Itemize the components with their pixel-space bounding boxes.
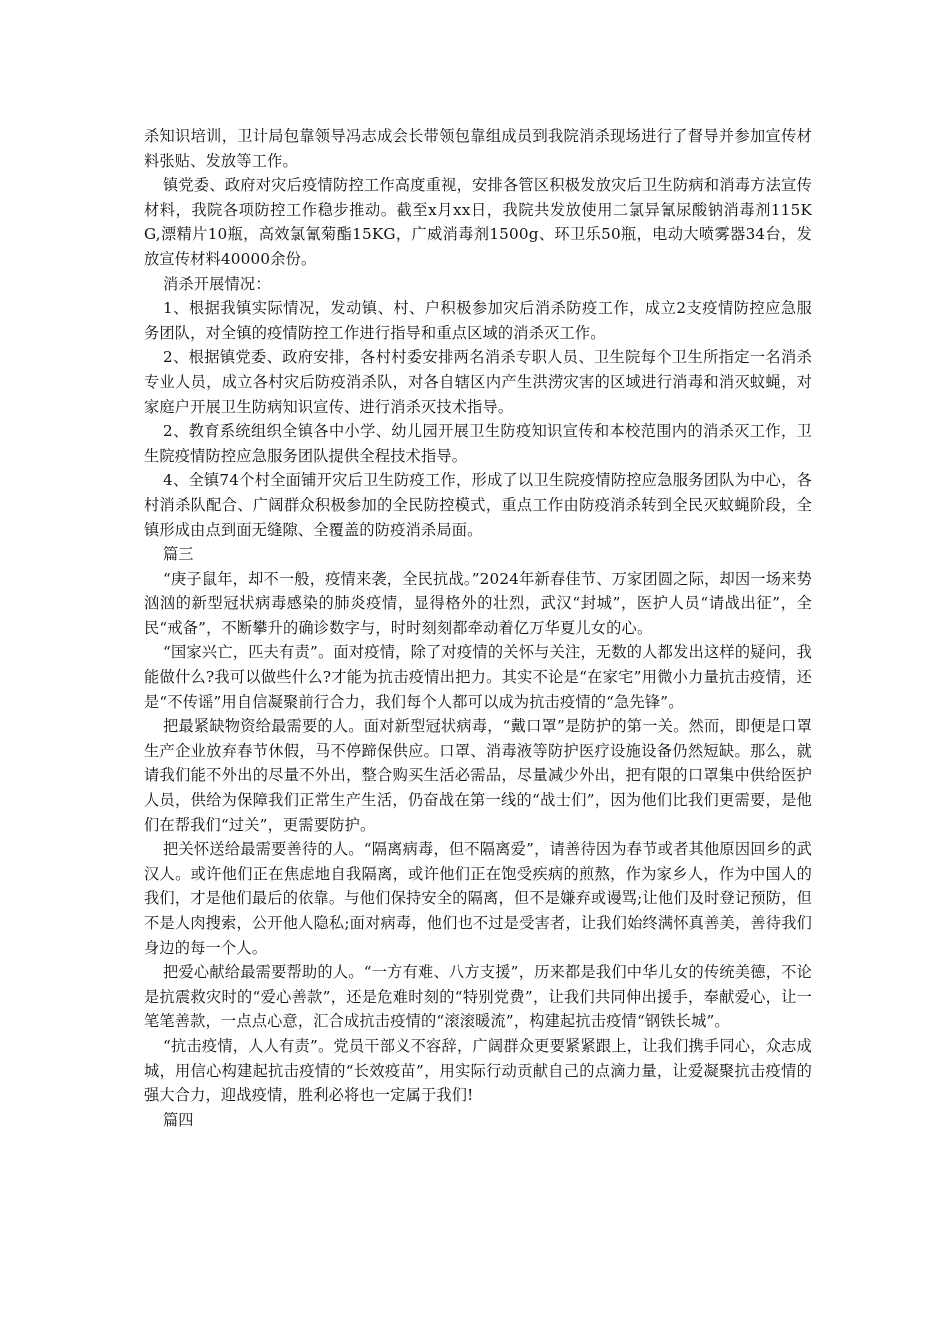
- section-label: 消杀开展情况：: [163, 274, 271, 293]
- section-heading: 篇三: [163, 545, 194, 564]
- paragraph: 镇党委、政府对灾后疫情防控工作高度重视，安排各管区积极发放灾后卫生防病和消毒方法宣传材料，我院各项防控工作稳步推动。截至x月xx日，我院共发放使用二氯异氰尿酸钠消毒剂115KG,漂精片10瓶，高效氯氰菊酯15KG，广威消毒剂1500g、环卫乐50瓶，电动大喷雾器34台，发放宣传材料40000余份。: [144, 176, 812, 268]
- paragraph: 杀知识培训，卫计局包靠领导冯志成会长带领包靠组成员到我院消杀现场进行了督导并参加宣传材料张贴、发放等工作。: [144, 127, 812, 170]
- paragraph: 把最紧缺物资给最需要的人。面对新型冠状病毒，“戴口罩”是防护的第一关。然而，即便是口罩生产企业放弃春节休假，马不停蹄保供应。口罩、消毒液等防护医疗设施设备仍然短缺。那么，就请我们能不外出的尽量不外出，整合购买生活必需品，尽量减少外出，把有限的口罩集中供给医护人员，供给为保障我们正常生产生活，仍奋战在第一线的“战士们”，因为他们比我们更需要，是他们在帮我们“过关”，更需要防护。: [144, 717, 812, 834]
- list-item: 1、根据我镇实际情况，发动镇、村、户积极参加灾后消杀防疫工作，成立2支疫情防控应急服务团队，对全镇的疫情防控工作进行指导和重点区域的消杀灭工作。: [144, 299, 812, 342]
- paragraph: “庚子鼠年，却不一般，疫情来袭，全民抗战。”2024年新春佳节、万家团圆之际，却因一场来势汹汹的新型冠状病毒感染的肺炎疫情，显得格外的壮烈，武汉“封城”，医护人员“请战出征”，全民“戒备”，不断攀升的确诊数字与，时时刻刻都牵动着亿万华夏儿女的心。: [144, 569, 812, 637]
- paragraph: 把爱心献给最需要帮助的人。“一方有难、八方支援”，历来都是我们中华儿女的传统美德，不论是抗震救灾时的“爱心善款”，还是危难时刻的“特别党费”，让我们共同伸出援手，奉献爱心，让一笔笔善款，一点点心意，汇合成抗击疫情的“滚滚暖流”，构建起抗击疫情“钢铁长城”。: [144, 963, 812, 1031]
- paragraph: “国家兴亡，匹夫有责”。面对疫情，除了对疫情的关怀与关注，无数的人都发出这样的疑问，我能做什么?我可以做些什么?才能为抗击疫情出把力。其实不论是“在家宅”用微小力量抗击疫情，还是“不传谣”用自信凝聚前行合力，我们每个人都可以成为抗击疫情的“急先锋”。: [144, 643, 812, 711]
- list-item: 4、全镇74个村全面铺开灾后卫生防疫工作，形成了以卫生院疫情防控应急服务团队为中心，各村消杀队配合、广阔群众积极参加的全民防控模式，重点工作由防疫消杀转到全民灭蚊蝇阶段，全镇形成由点到面无缝隙、全覆盖的防疫消杀局面。: [144, 471, 812, 539]
- section-heading: 篇四: [163, 1110, 194, 1129]
- list-item: 2、教育系统组织全镇各中小学、幼儿园开展卫生防疫知识宣传和本校范围内的消杀灭工作，卫生院疫情防控应急服务团队提供全程技术指导。: [144, 422, 812, 465]
- document-page: [144, 124, 812, 1132]
- paragraph: “抗击疫情，人人有责”。党员干部义不容辞，广阔群众更要紧紧跟上，让我们携手同心，众志成城，用信心构建起抗击疫情的“长效疫苗”，用实际行动贡献自己的点滴力量，让爱凝聚抗击疫情的强大合力，迎战疫情，胜利必将也一定属于我们!: [144, 1036, 812, 1105]
- paragraph: 把关怀送给最需要善待的人。“隔离病毒，但不隔离爱”，请善待因为春节或者其他原因回乡的武汉人。或许他们正在焦虑地自我隔离，或许他们正在饱受疾病的煎熬，作为家乡人，作为中国人的我们，才是他们最后的依靠。与他们保持安全的隔离，但不是嫌弃或谩骂;让他们及时登记预防，但不是人肉搜索，公开他人隐私;面对病毒，他们也不过是受害者，让我们始终满怀真善美，善待我们身边的每一个人。: [144, 840, 812, 957]
- list-item: 2、根据镇党委、政府安排，各村村委安排两名消杀专职人员、卫生院每个卫生所指定一名消杀专业人员，成立各村灾后防疫消杀队，对各自辖区内产生洪涝灾害的区域进行消毒和消灭蚊蝇，对家庭户开展卫生防病知识宣传、进行消杀灭技术指导。: [144, 348, 812, 416]
